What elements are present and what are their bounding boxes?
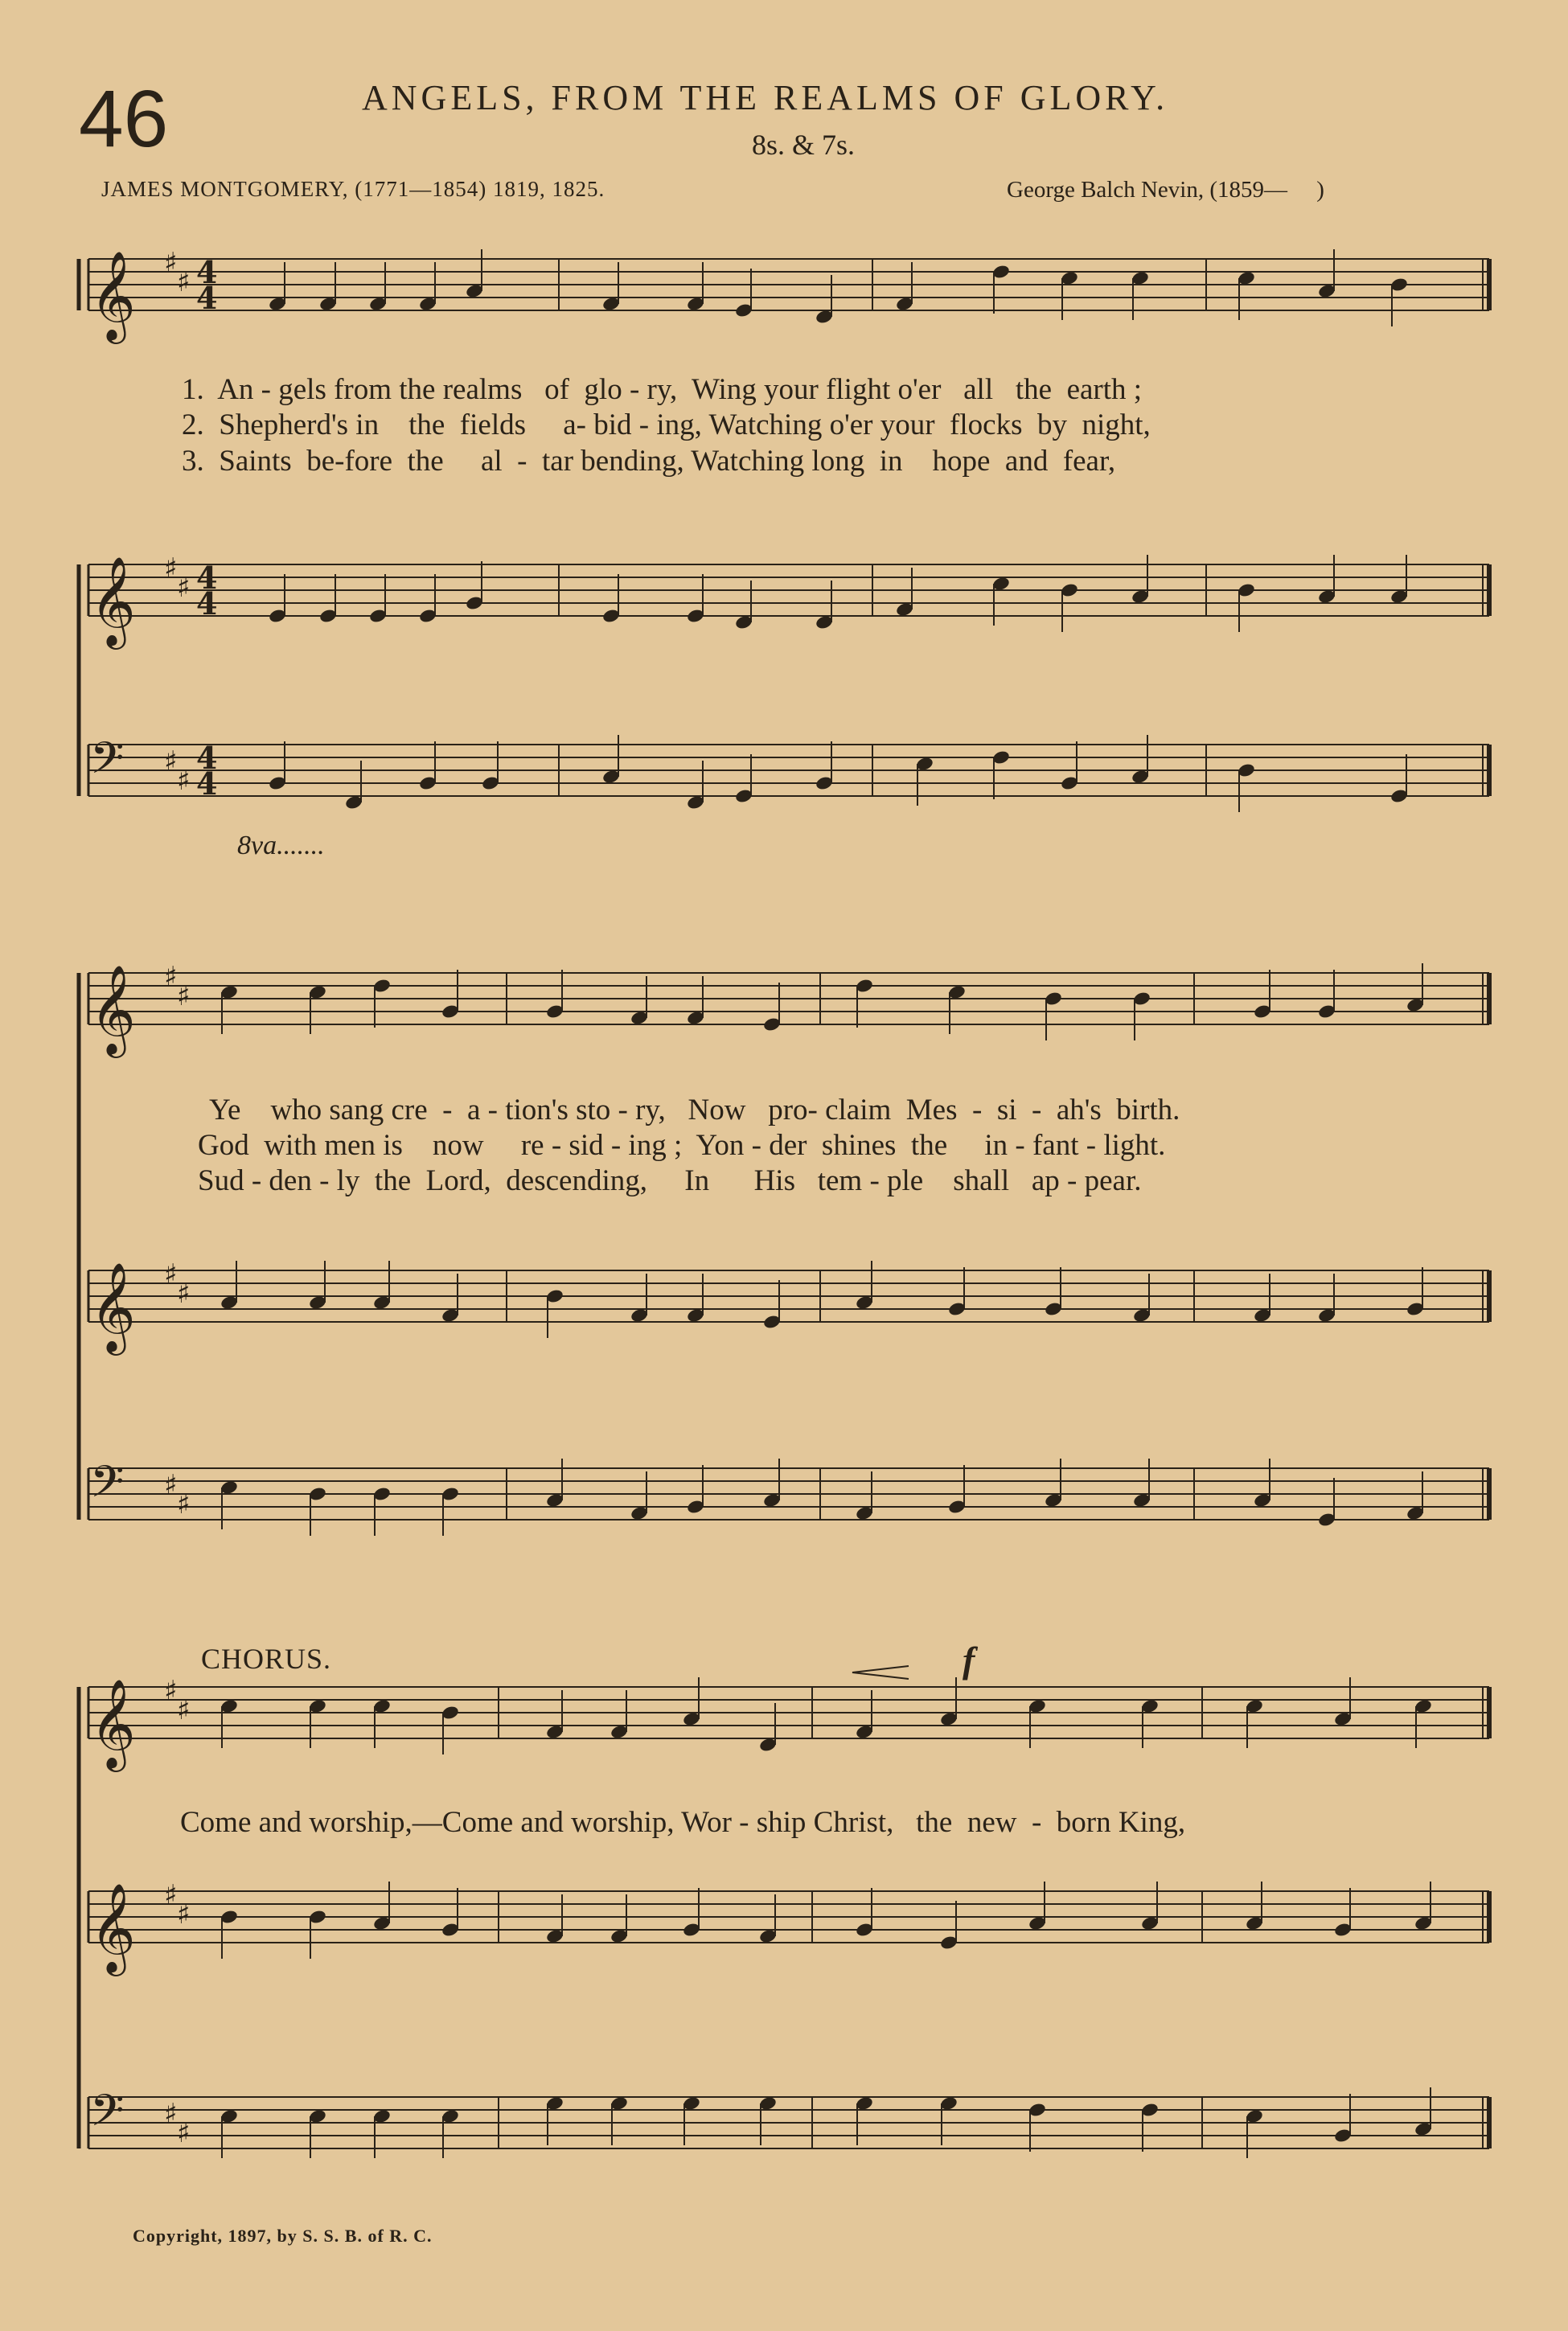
crescendo-hairpin: [852, 1666, 909, 1679]
verse-3-line-2: Sud - den - ly the Lord, descending, In His tem - ple shall ap - pear.: [198, 1164, 1142, 1197]
hymn-meter: 8s. & 7s.: [752, 129, 856, 161]
time-signature-top: 4: [196, 740, 218, 776]
sharp-icon: ♯: [177, 1898, 191, 1931]
chorus-lyric: Come and worship,—Come and worship, Wor - ship Christ, the new - born King,: [180, 1806, 1186, 1839]
sharp-icon: ♯: [177, 765, 191, 797]
bass-clef-icon: 𝄢: [90, 2085, 125, 2147]
verse-2-line-2: God with men is now re - sid - ing ; Yon - der shines the in - fant - light.: [198, 1129, 1166, 1162]
sharp-icon: ♯: [177, 1694, 191, 1726]
bass-clef-icon: 𝄢: [90, 1456, 125, 1518]
dynamic-forte: f: [963, 1639, 975, 1681]
sharp-icon: ♯: [177, 1278, 191, 1310]
chorus-label: CHORUS.: [201, 1643, 332, 1675]
time-signature-top: 4: [196, 560, 218, 596]
sharp-icon: ♯: [164, 1879, 178, 1911]
author-credit: JAMES MONTGOMERY, (1771—1854) 1819, 1825.: [101, 177, 605, 201]
treble-clef-icon: 𝄞: [90, 1262, 136, 1352]
copyright-notice: Copyright, 1897, by S. S. B. of R. C.: [133, 2226, 433, 2246]
treble-clef-icon: 𝄞: [90, 556, 136, 646]
sharp-icon: ♯: [164, 961, 178, 993]
sharp-icon: ♯: [177, 980, 191, 1012]
hymn-number: 46: [79, 74, 169, 164]
time-signature-bottom: 4: [196, 765, 218, 802]
verse-3-line-1: 3. Saints be-fore the al - tar bending, Watching long in hope and fear,: [182, 445, 1116, 478]
sharp-icon: ♯: [177, 572, 191, 604]
sharp-icon: ♯: [177, 2117, 191, 2149]
sharp-icon: ♯: [164, 2098, 178, 2130]
time-signature-bottom: 4: [196, 585, 218, 622]
bass-clef-icon: 𝄢: [90, 733, 125, 794]
treble-clef-icon: 𝄞: [90, 250, 136, 340]
time-signature-top: 4: [196, 254, 218, 290]
sharp-icon: ♯: [164, 1675, 178, 1707]
sharp-icon: ♯: [177, 1488, 191, 1520]
treble-clef-icon: 𝄞: [90, 1678, 136, 1768]
time-signature-bottom: 4: [196, 280, 218, 316]
octava-marking: 8va.......: [237, 831, 325, 860]
sharp-icon: ♯: [164, 1469, 178, 1501]
sharp-icon: ♯: [164, 552, 178, 585]
sharp-icon: ♯: [164, 745, 178, 778]
composer-credit: George Balch Nevin, (1859— ): [1007, 177, 1324, 203]
hymn-title: ANGELS, FROM THE REALMS OF GLORY.: [362, 78, 1169, 117]
sharp-icon: ♯: [177, 266, 191, 298]
treble-clef-icon: 𝄞: [90, 1882, 136, 1972]
sharp-icon: ♯: [164, 1258, 178, 1291]
verse-2-line-1: 2. Shepherd's in the fields a- bid - ing, Watching o'er your flocks by night,: [182, 408, 1151, 441]
verse-1-line-2: Ye who sang cre - a - tion's sto - ry, Now pro- claim Mes - si - ah's birth.: [209, 1094, 1180, 1127]
sharp-icon: ♯: [164, 247, 178, 279]
verse-1-line-1: 1. An - gels from the realms of glo - ry, Wing your flight o'er all the earth ;: [182, 373, 1143, 406]
treble-clef-icon: 𝄞: [90, 964, 136, 1054]
